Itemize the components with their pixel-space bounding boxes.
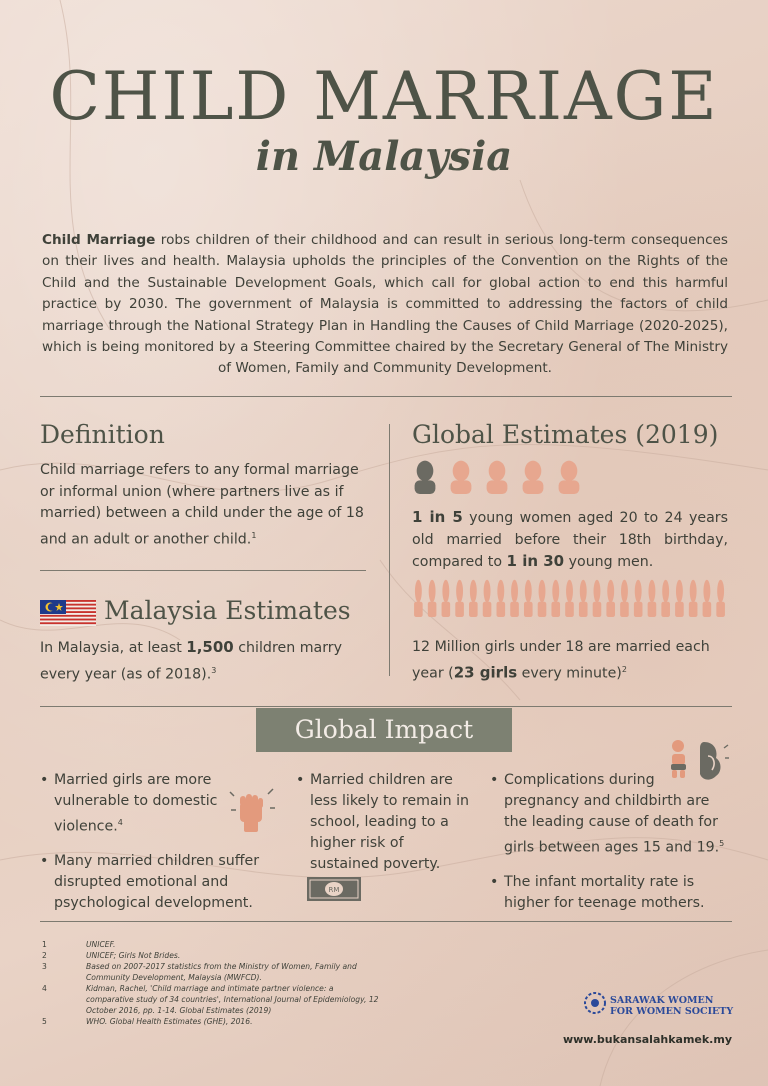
global-stat-girls: 12 Million girls under 18 are married each year (23 girls every minute)$^2$ bbox=[412, 639, 710, 682]
girl-icon bbox=[716, 580, 725, 617]
impact-item: • The infant mortality rate is higher for teenage mothers. bbox=[490, 872, 730, 914]
page-subtitle: in Malaysia bbox=[255, 133, 513, 180]
girl-icon bbox=[551, 580, 560, 617]
raised-fist-icon bbox=[228, 786, 276, 836]
girl-icon bbox=[442, 580, 451, 617]
girls-per-minute-icons bbox=[412, 577, 728, 619]
impact-list-health bbox=[490, 770, 730, 927]
girl-icon bbox=[579, 580, 588, 617]
pregnancy-baby-icon bbox=[668, 738, 730, 784]
footnote-row: 4 Kidman, Rachel, 'Child marriage and intimate partner violence: a comparative study of 34 countries', International Journal of Epidemiology, 12 October 2016, pp. 1-14. Global Estimates (2019) bbox=[42, 984, 379, 1015]
intro-paragraph bbox=[42, 230, 728, 380]
girl-icon bbox=[606, 580, 615, 617]
impact-item: • Married children are less likely to remain in school, leading to a higher risk of sustained poverty. bbox=[296, 770, 476, 875]
malaysia-flag-icon bbox=[40, 600, 96, 626]
girl-icon bbox=[648, 580, 657, 617]
girl-icon bbox=[593, 580, 602, 617]
girl-icon bbox=[565, 580, 574, 617]
definition-heading: Definition bbox=[40, 420, 165, 449]
intro-text: robs children of their childhood and can result in serious long-term consequences on their lives and health. Malaysia upholds the principles of the Convention on the Rights of the Child and the Sustainable Development Goals, which call for global action to end this harmful practice by 2030. The government of Malaysia is committed to addressing the factors of child marriage through the National Strategy Plan in Handling the Causes of Child Marriage (2020-2025), which is being monitored by a Steering Committee chaired by the Secretary General of The Ministry of Women, Family and Community Development. bbox=[42, 232, 729, 377]
woman-icon bbox=[559, 461, 580, 494]
girl-icon bbox=[483, 580, 492, 617]
woman-icon bbox=[523, 461, 544, 494]
swws-logo-icon bbox=[583, 991, 607, 1015]
intro-lead: Child Marriage bbox=[42, 232, 156, 248]
divider-vertical bbox=[389, 424, 390, 676]
girl-icon bbox=[689, 580, 698, 617]
girl-icon bbox=[620, 580, 629, 617]
global-impact-banner: Global Impact bbox=[256, 708, 512, 752]
impact-list-violence bbox=[40, 770, 260, 927]
impact-list-poverty bbox=[296, 770, 476, 888]
footnote-row: 1 UNICEF. bbox=[42, 940, 116, 949]
woman-icon bbox=[415, 461, 436, 494]
divider-top bbox=[40, 396, 732, 397]
girl-icon bbox=[510, 580, 519, 617]
footnotes bbox=[42, 939, 382, 1027]
malaysia-estimates-heading: Malaysia Estimates bbox=[104, 596, 351, 625]
malaysia-estimates-text: In Malaysia, at least 1,500 children marry every year (as of 2018).$^3$ bbox=[40, 638, 343, 683]
girl-icon bbox=[538, 580, 547, 617]
footnote-row: 2 UNICEF; Girls Not Brides. bbox=[42, 951, 181, 960]
girl-icon bbox=[703, 580, 712, 617]
divider-impact bbox=[40, 706, 732, 707]
woman-icon bbox=[451, 461, 472, 494]
global-estimates-heading: Global Estimates (2019) bbox=[412, 420, 719, 449]
girl-icon bbox=[675, 580, 684, 617]
impact-item: • Many married children suffer disrupted emotional and psychological development. bbox=[40, 851, 280, 914]
girl-icon bbox=[634, 580, 643, 617]
women-ratio-icons bbox=[412, 458, 592, 496]
page-title: CHILD MARRIAGE bbox=[49, 58, 719, 135]
girl-icon bbox=[414, 580, 423, 617]
impact-item: • Married girls are more vulnerable to domestic violence.$^4$ bbox=[40, 770, 230, 838]
girl-icon bbox=[497, 580, 506, 617]
money-label: RM bbox=[328, 886, 340, 894]
girl-icon bbox=[661, 580, 670, 617]
girl-icon bbox=[524, 580, 533, 617]
footnote-row: 3 Based on 2007-2017 statistics from the Ministry of Women, Family and Community Development, Malaysia (MWFCD). bbox=[42, 962, 357, 982]
divider-left-mid bbox=[40, 570, 366, 571]
divider-bottom bbox=[40, 921, 732, 922]
girl-icon bbox=[469, 580, 478, 617]
organization-logo-text: SARAWAK WOMEN FOR WOMEN SOCIETY bbox=[610, 995, 734, 1017]
woman-icon bbox=[487, 461, 508, 494]
footnote-row: 5 WHO. Global Health Estimates (GHE), 2016. bbox=[42, 1017, 253, 1026]
money-icon bbox=[306, 874, 362, 904]
girl-icon bbox=[428, 580, 437, 617]
impact-item: • Complications during pregnancy and childbirth are the leading cause of death for girls between ages 15 and 19.$^5$ bbox=[490, 770, 730, 859]
global-stat-women: 1 in 5 young women aged 20 to 24 years old married before their 18th birthday, compared to 1 in 30 young men. bbox=[412, 508, 728, 570]
definition-text: Child marriage refers to any formal marriage or informal union (where partners live as if married) between a child under the age of 18 and an adult or another child.$^1$ bbox=[40, 462, 364, 548]
website-link[interactable]: www.bukansalahkamek.my bbox=[562, 1033, 732, 1046]
girl-icon bbox=[455, 580, 464, 617]
